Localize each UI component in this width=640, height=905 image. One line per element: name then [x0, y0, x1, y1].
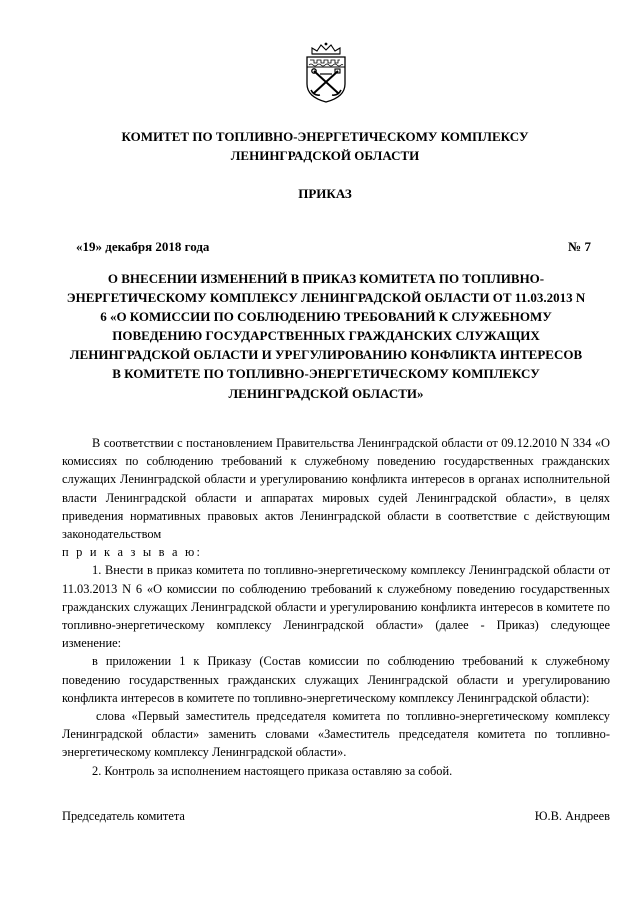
signatory-name: Ю.В. Андреев: [534, 809, 610, 823]
item-1-words-paragraph: слова «Первый заместитель председателя комитета по топливно-энергетическому комплексу Ленинградской области» заменить словами «Заместитель председателя комитета по топливно-энергетическому комплексу Ленинградской области».: [62, 709, 610, 760]
document-type: ПРИКАЗ: [298, 186, 352, 201]
preamble-paragraph: [62, 434, 610, 561]
document-date: «19» декабря 2018 года: [76, 239, 210, 254]
signature-block: [62, 807, 610, 825]
item-1-paragraph: 1. Внести в приказ комитета по топливно-энергетическому комплексу Ленинградской области от 11.03.2013 N 6 «О комиссии по соблюдению требований к служебному поведению государственных гражданских служащих Ленинградской области и урегулированию конфликта интересов в комитете по топливно-энергетическому комплексу Ленинградской области» (далее - Приказ) следующее изменение:: [62, 563, 610, 651]
signatory-position: Председатель комитета: [62, 809, 185, 823]
coat-of-arms-icon: [303, 40, 349, 104]
committee-name: КОМИТЕТ ПО ТОПЛИВНО-ЭНЕРГЕТИЧЕСКОМУ КОМПЛЕКСУ ЛЕНИНГРАДСКОЙ ОБЛАСТИ: [121, 129, 529, 163]
document-number: № 7: [568, 239, 591, 254]
item-1-appendix-paragraph: в приложении 1 к Приказу (Состав комиссии по соблюдению требований к служебному поведению государственных гражданских служащих Ленинградской области и урегулированию конфликта интересов в комитете по топливно-энергетическому комплексу Ленинградской области):: [62, 654, 610, 705]
item-2-paragraph: 2. Контроль за исполнением настоящего приказа оставляю за собой.: [92, 763, 453, 778]
preamble-text: В соответствии с постановлением Правительства Ленинградской области от 09.12.2010 N 334 «О комиссиях по соблюдению требований к служебному поведению государственных гражданских служащих Ленинградской области и урегулированию конфликта интересов в органах исполнительной власти Ленинградской области и аппаратах мировых судей Ленинградской области», в целях приведения нормативных правовых актов Ленинградской области в соответствие с действующим законодательством: [62, 436, 610, 542]
dateline: [76, 238, 591, 256]
decree-word: п р и к а з ы в а ю:: [62, 545, 203, 560]
document-body: [62, 434, 610, 780]
document-heading: О ВНЕСЕНИИ ИЗМЕНЕНИЙ В ПРИКАЗ КОМИТЕТА ПО ТОПЛИВНО-ЭНЕРГЕТИЧЕСКОМУ КОМПЛЕКСУ ЛЕНИНГРАДСКОЙ ОБЛАСТИ ОТ 11.03.2013 N 6 «О КОМИССИИ ПО СОБЛЮДЕНИЮ ТРЕБОВАНИЙ К СЛУЖЕБНОМУ ПОВЕДЕНИЮ ГОСУДАРСТВЕННЫХ ГРАЖДАНСКИХ СЛУЖАЩИХ ЛЕНИНГРАДСКОЙ ОБЛАСТИ И УРЕГУЛИРОВАНИЮ КОНФЛИКТА ИНТЕРЕСОВ В КОМИТЕТЕ ПО ТОПЛИВНО-ЭНЕРГЕТИЧЕСКОМУ КОМПЛЕКСУ ЛЕНИНГРАДСКОЙ ОБЛАСТИ»: [66, 271, 586, 401]
